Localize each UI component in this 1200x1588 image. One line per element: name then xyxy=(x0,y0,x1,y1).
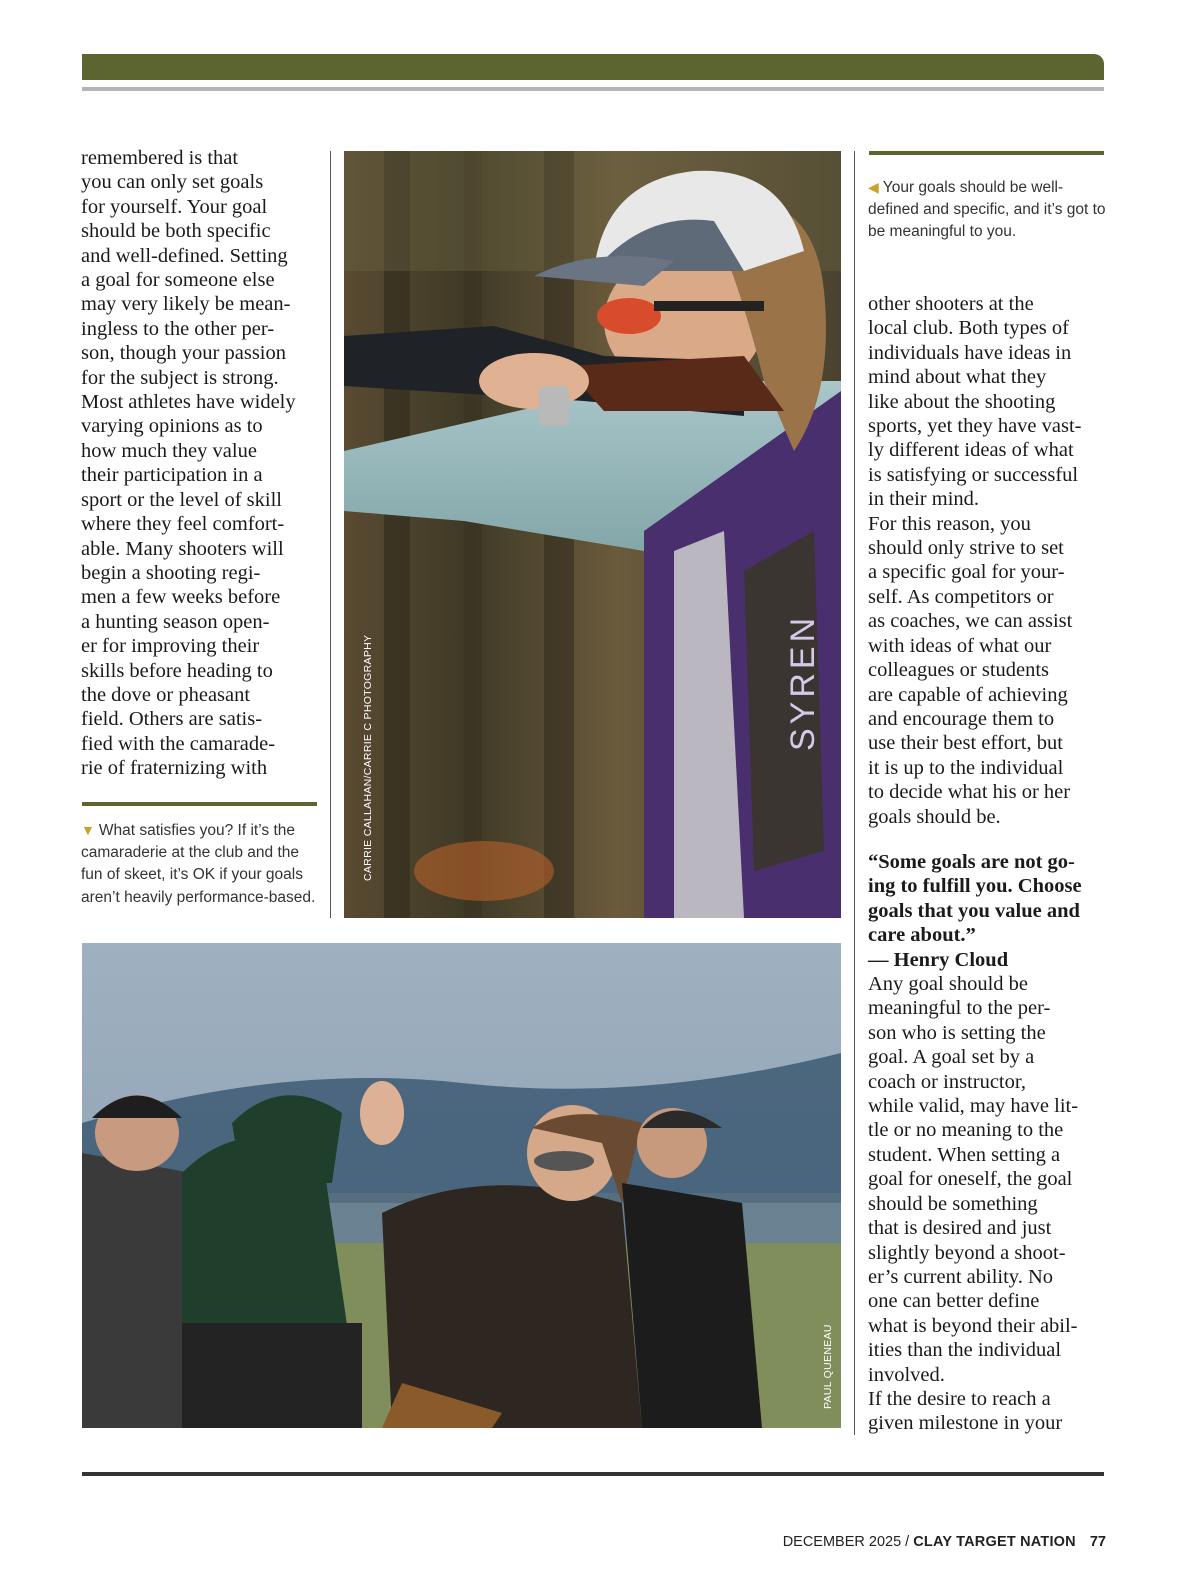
caption-top-right xyxy=(868,176,1108,244)
caption-top-right-text: Your goals should be well-defined and specific, and it’s got to be meaningful to you. xyxy=(868,179,1106,241)
footer-issue: DECEMBER 2025 / xyxy=(782,1534,910,1550)
caption-rule-left xyxy=(82,802,317,806)
left-column-divider xyxy=(330,151,331,918)
footer-rule xyxy=(82,1472,1104,1476)
right-column-text-2 xyxy=(868,850,1108,1436)
photo-credit-top: CARRIE CALLAHAN/CARRIE C PHOTOGRAPHY xyxy=(362,634,374,881)
caption-rule-right xyxy=(869,151,1104,155)
footer-magazine: CLAY TARGET NATION xyxy=(913,1534,1076,1550)
pull-quote: “Some goals are not go- ing to fulfill you. Choose goals that you value and care about.” — Henry Cloud xyxy=(868,851,1082,971)
right-column-divider xyxy=(854,151,855,1435)
header-rule xyxy=(82,87,1104,91)
left-column-text: remembered is that you can only set goals for yourself. Your goal should be both specific and well-defined. Setting a goal for someone else may very likely be mean- ingless to the other per- son, though your passion for the subject is strong. Most athletes have widely varying opinions as to how much they value their participation in a sport or the level of skill where they feel comfort- able. Many shooters will begin a shooting regi- men a few weeks before a hunting season open- er for improving their skills before heading to the dove or pheasant field. Others are satis- fied with the camarade- rie of fraternizing with xyxy=(81,147,296,780)
caption-left-arrow-icon: ◀ xyxy=(868,179,879,195)
page-number: 77 xyxy=(1089,1534,1106,1550)
caption-down-arrow-icon: ▼ xyxy=(81,822,95,838)
caption-bottom-left xyxy=(81,819,321,909)
vest-text: SYREN xyxy=(784,613,822,751)
photo-shooter xyxy=(344,151,841,918)
right-column-text-1: other shooters at the local club. Both types of individuals have ideas in mind about what they like about the shooting sports, yet they have vast- ly different ideas of what is satisfying or successful in their mind. For this reason, you should only strive to set a specific goal for your- self. As competitors or as coaches, we can assist with ideas of what our colleagues or students are capable of achieving and encourage them to use their best effort, but it is up to the individual to decide what his or her goals should be. xyxy=(868,293,1082,828)
photo-group xyxy=(82,943,841,1428)
photo-credit-bottom: PAUL QUENEAU xyxy=(822,1324,834,1409)
page-footer xyxy=(783,1534,1106,1550)
right-column-text-2-body: Any goal should be meaningful to the per- son who is setting the goal. A goal set by a coach or instructor, while valid, may have lit- tle or no meaning to the student. When setting a goal for oneself, the goal should be something that is desired and just slightly beyond a shoot- er’s current ability. No one can better define what is beyond their abil- ities than the individual involved. If the desire to reach a given milestone in your xyxy=(868,973,1079,1435)
header-band xyxy=(82,54,1104,80)
caption-bottom-left-text: What satisfies you? If it’s the camaraderie at the club and the fun of skeet, it’s OK if your goals aren’t heavily performance-based. xyxy=(81,822,316,906)
